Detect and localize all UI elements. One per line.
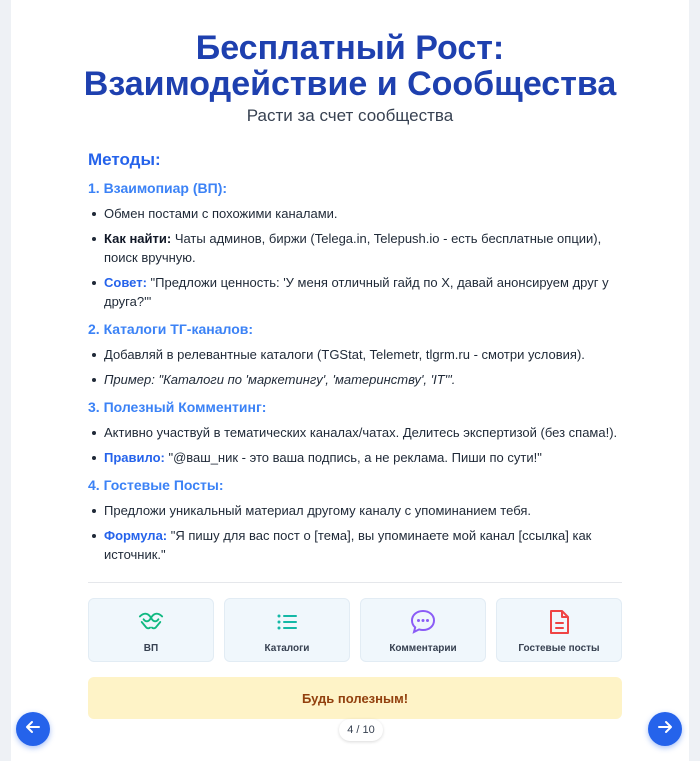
list-item (88, 448, 618, 467)
item-prefix: Как найти: (104, 231, 172, 246)
methods-content (88, 150, 618, 570)
handshake-icon (138, 609, 164, 635)
section-list (88, 204, 618, 311)
item-prefix: Правило: (104, 450, 165, 465)
slide-card (11, 0, 689, 761)
tile-catalogs[interactable] (224, 598, 350, 662)
item-prefix: Совет: (104, 275, 147, 290)
list-item (88, 501, 618, 520)
list-item (88, 526, 618, 564)
divider (88, 582, 622, 583)
item-text: "Я пишу для вас пост о [тема], вы упоминаете мой канал [ссылка] как источник." (104, 528, 592, 562)
tile-label: Гостевые посты (518, 643, 600, 654)
tile-label: ВП (143, 643, 159, 654)
tile-guest-posts[interactable] (496, 598, 622, 662)
list-item (88, 370, 618, 389)
section-title: 1. Взаимопиар (ВП): (88, 180, 228, 196)
arrow-left-icon (25, 719, 41, 740)
item-text: Предложи уникальный материал другому каналу с упоминанием тебя. (104, 503, 532, 518)
section-list (88, 423, 618, 467)
section-title: 3. Полезный Комментинг: (88, 399, 267, 415)
title-line-1: Бесплатный Рост: (195, 29, 505, 67)
list-item (88, 345, 618, 364)
section-title: 4. Гостевые Посты: (88, 477, 224, 493)
prev-slide-button[interactable] (16, 712, 50, 746)
section-title: 2. Каталоги ТГ-каналов: (88, 321, 254, 337)
list-item (88, 423, 618, 442)
item-text: "Предложи ценность: 'У меня отличный гайд по Х, давай анонсируем друг у друга?'" (104, 275, 609, 309)
item-prefix: Формула: (104, 528, 168, 543)
tile-row (88, 598, 622, 662)
item-text: "@ваш_ник - это ваша подпись, а не реклама. Пиши по сути!" (164, 450, 542, 465)
title-line-2: Взаимодействие и Сообщества (83, 65, 617, 103)
item-text: Активно участвуй в тематических каналах/чатах. Делитесь экспертизой (без спама!). (104, 425, 618, 440)
arrow-right-icon (657, 719, 673, 740)
item-text: Чаты админов, биржи (Telega.in, Telepush.io - есть бесплатные опции), поиск вручную. (104, 231, 602, 265)
section-list (88, 345, 618, 389)
next-slide-button[interactable] (648, 712, 682, 746)
slide-title (11, 30, 689, 102)
tile-label: Комментарии (389, 643, 457, 654)
item-text: Обмен постами с похожими каналами. (104, 206, 338, 221)
list-icon (274, 609, 300, 635)
list-item (88, 204, 618, 223)
tile-comments[interactable] (360, 598, 486, 662)
section-list (88, 501, 618, 564)
comment-icon (410, 609, 436, 635)
tile-vp[interactable] (88, 598, 214, 662)
item-text: Пример: "Каталоги по 'маркетингу', 'материнству', 'IT'". (104, 372, 456, 387)
list-item (88, 229, 618, 267)
methods-heading: Методы: (88, 150, 161, 169)
tile-label: Каталоги (264, 643, 310, 654)
document-icon (546, 609, 572, 635)
slide-subtitle: Расти за счет сообщества (246, 106, 454, 125)
tip-banner: Будь полезным! (88, 677, 622, 719)
list-item (88, 273, 618, 311)
page-indicator: 4 / 10 (339, 719, 383, 741)
item-text: Добавляй в релевантные каталоги (TGStat, Telemetr, tlgrm.ru - смотри условия). (104, 347, 585, 362)
